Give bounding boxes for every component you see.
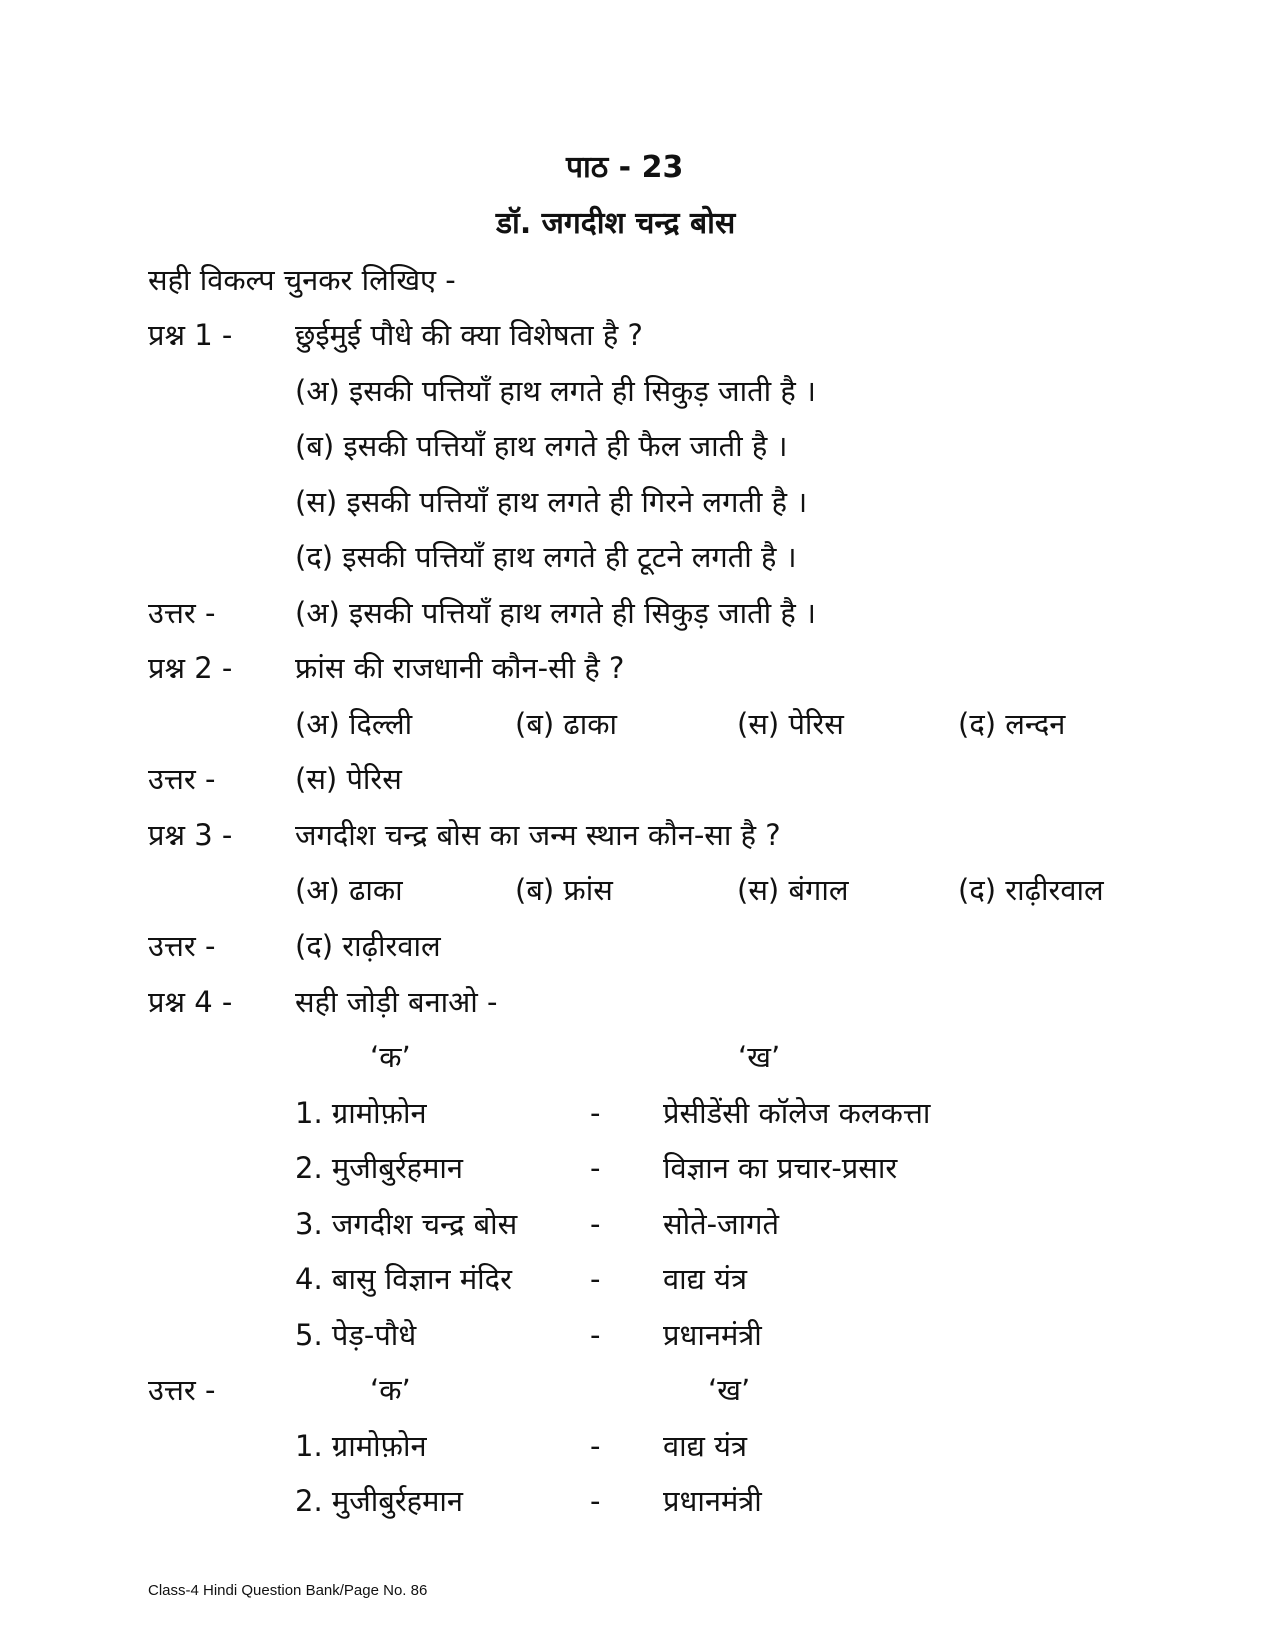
question-1-option-d: (द) इसकी पत्तियाँ हाथ लगते ही टूटने लगती है ।: [295, 540, 797, 574]
answer-1-label: उत्तर -: [148, 596, 216, 630]
answer-column-b-heading: ‘ख’: [708, 1373, 751, 1407]
question-1-option-a: (अ) इसकी पत्तियाँ हाथ लगते ही सिकुड़ जाती है ।: [295, 374, 816, 408]
instruction: सही विकल्प चुनकर लिखिए -: [148, 263, 456, 297]
question-1-text: छुईमुई पौधे की क्या विशेषता है ?: [295, 318, 643, 352]
answer-pair-2-left: 2. मुजीबुर्रहमान: [295, 1484, 464, 1518]
question-3-label: प्रश्न 3 -: [148, 818, 233, 852]
question-4-label: प्रश्न 4 -: [148, 985, 233, 1019]
column-b-heading: ‘ख’: [738, 1040, 781, 1074]
pair-1-dash: -: [590, 1096, 601, 1130]
pair-4-right: वाद्य यंत्र: [663, 1262, 747, 1296]
pair-2-dash: -: [590, 1151, 601, 1185]
pair-2-right: विज्ञान का प्रचार-प्रसार: [663, 1151, 898, 1185]
question-2-option-a: (अ) दिल्ली: [295, 707, 413, 741]
pair-3-dash: -: [590, 1207, 601, 1241]
pair-4-left: 4. बासु विज्ञान मंदिर: [295, 1262, 512, 1296]
lesson-title: डॉ. जगदीश चन्द्र बोस: [496, 206, 736, 241]
answer-3-text: (द) राढ़ीरवाल: [295, 929, 441, 963]
question-2-option-c: (स) पेरिस: [737, 707, 844, 741]
answer-column-a-heading: ‘क’: [370, 1373, 411, 1407]
pair-5-right: प्रधानमंत्री: [663, 1318, 762, 1352]
page-footer: Class-4 Hindi Question Bank/Page No. 86: [148, 1582, 428, 1599]
answer-2-text: (स) पेरिस: [295, 762, 402, 796]
answer-1-text: (अ) इसकी पत्तियाँ हाथ लगते ही सिकुड़ जाती है ।: [295, 596, 816, 630]
pair-5-left: 5. पेड़-पौधे: [295, 1318, 417, 1352]
question-4-text: सही जोड़ी बनाओ -: [295, 985, 498, 1019]
pair-1-left: 1. ग्रामोफ़ोन: [295, 1096, 427, 1130]
pair-2-left: 2. मुजीबुर्रहमान: [295, 1151, 464, 1185]
question-2-option-d: (द) लन्दन: [958, 707, 1066, 741]
answer-pair-1-dash: -: [590, 1429, 601, 1463]
answer-2-label: उत्तर -: [148, 762, 216, 796]
pair-3-right: सोते-जागते: [663, 1207, 779, 1241]
answer-pair-2-right: प्रधानमंत्री: [663, 1484, 762, 1518]
answer-3-label: उत्तर -: [148, 929, 216, 963]
question-3-text: जगदीश चन्द्र बोस का जन्म स्थान कौन-सा है ?: [295, 818, 781, 852]
answer-pair-1-right: वाद्य यंत्र: [663, 1429, 747, 1463]
column-a-heading: ‘क’: [370, 1040, 411, 1074]
pair-3-left: 3. जगदीश चन्द्र बोस: [295, 1207, 518, 1241]
pair-1-right: प्रेसीडेंसी कॉलेज कलकत्ता: [663, 1096, 931, 1130]
question-2-text: फ्रांस की राजधानी कौन-सी है ?: [295, 651, 625, 685]
answer-pair-1-left: 1. ग्रामोफ़ोन: [295, 1429, 427, 1463]
question-2-label: प्रश्न 2 -: [148, 651, 233, 685]
question-3-option-d: (द) राढ़ीरवाल: [958, 873, 1104, 907]
pair-4-dash: -: [590, 1262, 601, 1296]
question-3-option-c: (स) बंगाल: [737, 873, 849, 907]
question-2-option-b: (ब) ढाका: [515, 707, 618, 741]
question-3-option-b: (ब) फ्रांस: [515, 873, 613, 907]
answer-4-label: उत्तर -: [148, 1373, 216, 1407]
question-3-option-a: (अ) ढाका: [295, 873, 403, 907]
question-1-option-c: (स) इसकी पत्तियाँ हाथ लगते ही गिरने लगती है ।: [295, 485, 808, 519]
answer-pair-2-dash: -: [590, 1484, 601, 1518]
question-1-label: प्रश्न 1 -: [148, 318, 233, 352]
question-1-option-b: (ब) इसकी पत्तियाँ हाथ लगते ही फैल जाती है ।: [295, 429, 788, 463]
lesson-number: पाठ - 23: [566, 150, 684, 185]
pair-5-dash: -: [590, 1318, 601, 1352]
